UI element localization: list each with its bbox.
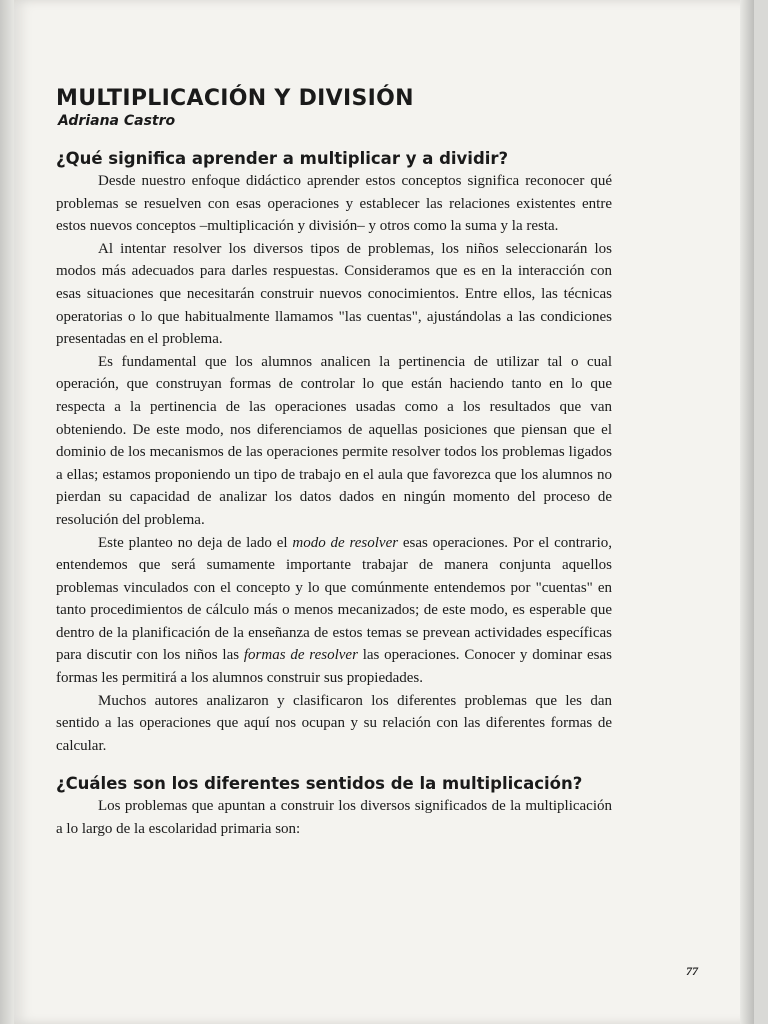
paragraph-4-text-c: las operaciones. Conocer y dominar esas formas les permitirá a los alumnos construir sus propiedades. bbox=[56, 647, 612, 687]
paragraph-1: Desde nuestro enfoque didáctico aprender estos conceptos significa reconocer qué problemas se resuelven con esas operaciones y establecer las relaciones existentes entre estos nuevos conceptos –multiplicación y división– y otros como la suma y la resta. bbox=[56, 173, 612, 235]
paragraph-2: Al intentar resolver los diversos tipos de problemas, los niños seleccionarán los modos más adecuados para darles respuestas. Consideramos que es en la interacción con esas situaciones que necesitarán construir nuevos conocimientos. Entre ellos, las técnicas operatorias o lo que habitualmente llamamos "las cuentas", ajustándolas a las condiciones presentadas en el problema. bbox=[56, 240, 612, 348]
paragraph-5: Muchos autores analizaron y clasificaron los diferentes problemas que les dan sentido a las operaciones que aquí nos ocupan y su relación con las diferentes formas de calcular. bbox=[56, 692, 612, 754]
emphasis-formas-de-resolver: formas de resolver bbox=[243, 647, 358, 664]
page-number: 77 bbox=[686, 964, 698, 978]
chapter-title: MULTIPLICACIÓN Y DIVISIÓN bbox=[56, 86, 414, 111]
emphasis-modo-de-resolver: modo de resolver bbox=[292, 534, 399, 551]
author-name: Adriana Castro bbox=[58, 113, 176, 129]
section-heading-1: ¿Qué significa aprender a multiplicar y a dividir? bbox=[56, 149, 509, 168]
paragraph-4-text-b: esas operaciones. Por el contrario, entendemos que será sumamente importante trabajar de manera conjunta aquellos problemas vinculados con el concepto y lo que comúnmente entendemos por "cuentas" en tanto procedimientos de cálculo más o menos mecanizados; de este modo, es esperable que dentro de la planificación de la enseñanza de estos temas se prevean actividades específicas para discutir con los niños las bbox=[56, 534, 612, 664]
paragraph-6: Los problemas que apuntan a construir los diversos significados de la multiplicación a lo largo de la escolaridad primaria son: bbox=[56, 798, 612, 838]
section-heading-2: ¿Cuáles son los diferentes sentidos de la multiplicación? bbox=[56, 774, 583, 794]
paragraph-4 bbox=[56, 532, 612, 690]
paragraph-3: Es fundamental que los alumnos analicen la pertinencia de utilizar tal o cual operación, que construyan formas de controlar lo que están haciendo tanto en lo que respecta a la pertinencia de las operaciones usadas como a los resultados que van obteniendo. De este modo, nos diferenciamos de aquellas posiciones que piensan que el dominio de los mecanismos de las operaciones permite resolver todos los problemas ligados a ellas; estamos proponiendo un tipo de trabajo en el aula que favorezca que los alumnos no pierdan su capacidad de analizar los datos dados en ningún momento del proceso de resolución del problema. bbox=[56, 353, 612, 528]
scan-right-edge bbox=[740, 0, 754, 1024]
page-content bbox=[56, 86, 612, 841]
paragraph-4-text-a: Este planteo no deja de lado el bbox=[98, 534, 293, 551]
scan-left-edge bbox=[0, 0, 14, 1024]
